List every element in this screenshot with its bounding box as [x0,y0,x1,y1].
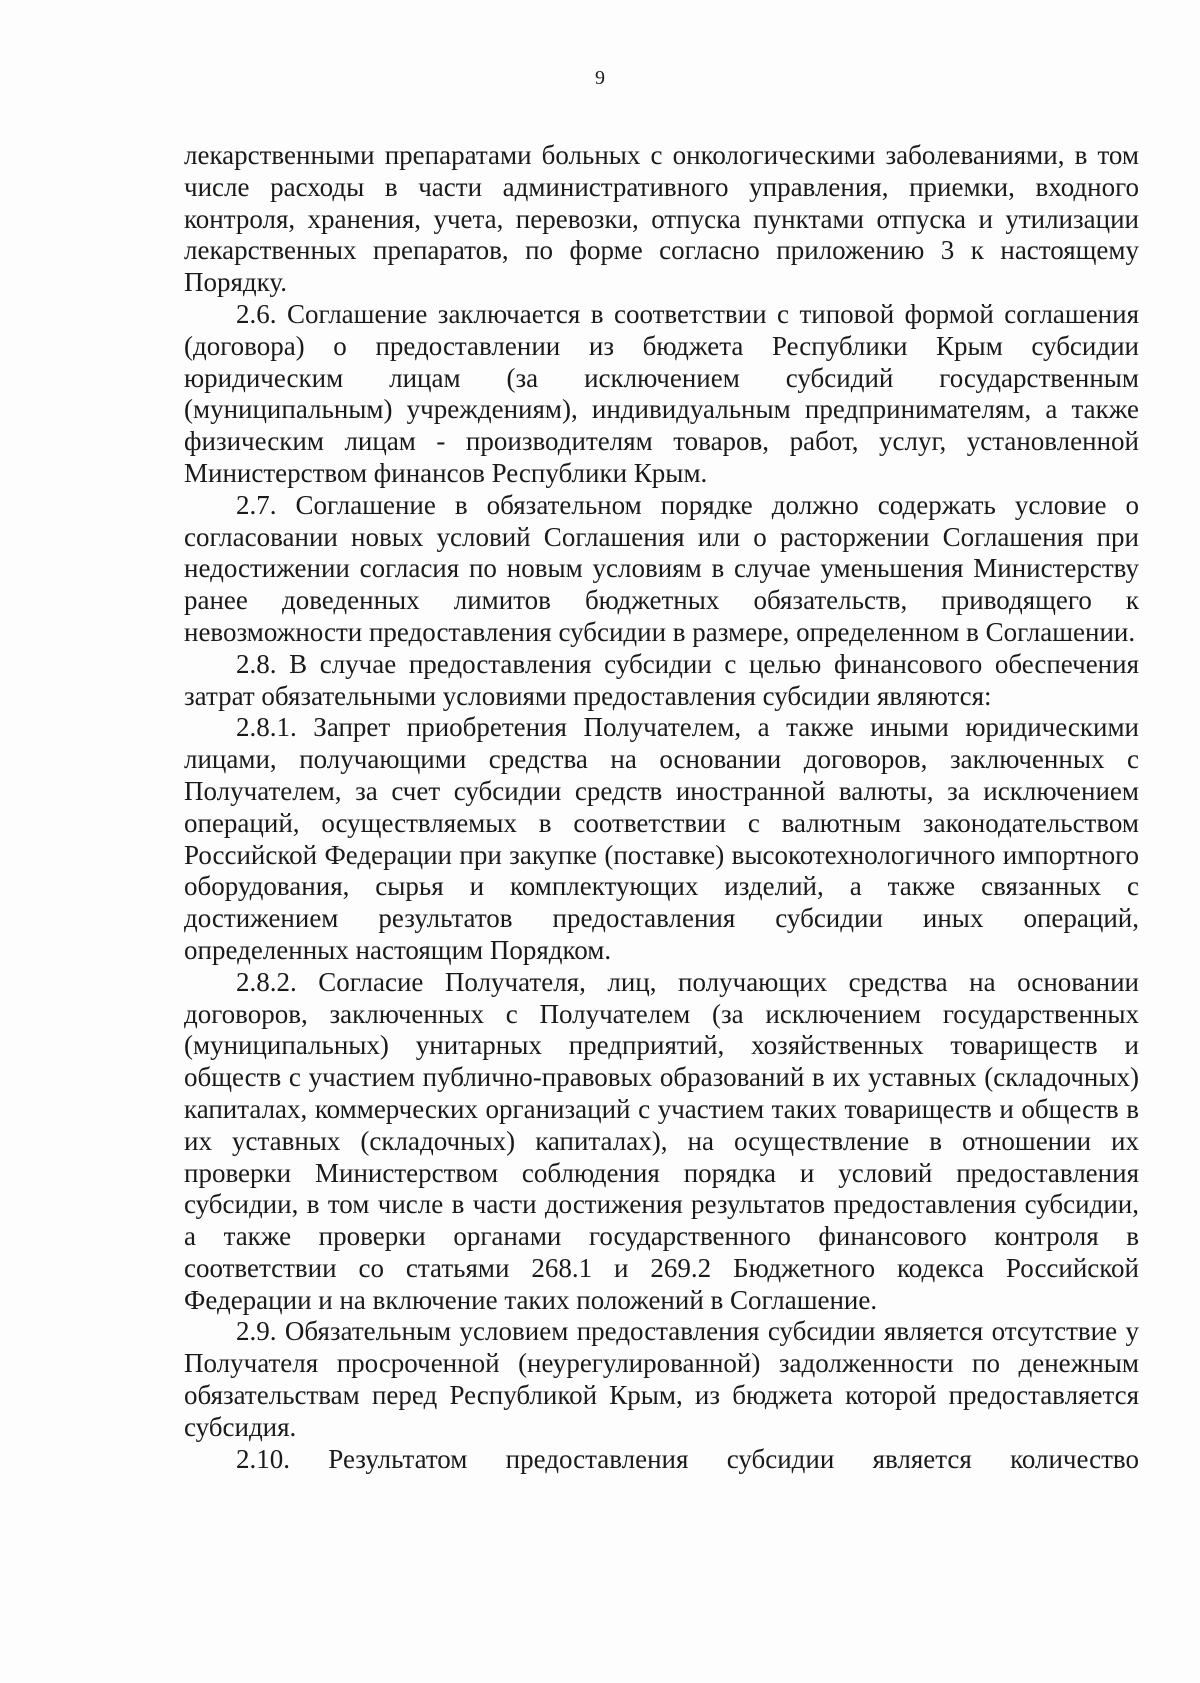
paragraph-2-6: 2.6. Соглашение заключается в соответствии с типовой формой соглашения (договора) о предоставлении из бюджета Республики Крым субсидии юридическим лицам (за исключением субсидий государственным (муниципальным) учреждениям), индивидуальным предпринимателям, а также физическим лицам - производителям товаров, работ, услуг, установленной Министерством финансов Республики Крым. [184,298,1139,488]
paragraph-2-7: 2.7. Соглашение в обязательном порядке должно содержать условие о согласовании новых условий Соглашения или о расторжении Соглашения при недостижении согласия по новым условиям в случае уменьшения Министерству ранее доведенных лимитов бюджетных обязательств, приводящего к невозможности предоставления субсидии в размере, определенном в Соглашении. [184,489,1139,647]
paragraph-2-8-2: 2.8.2. Согласие Получателя, лиц, получающих средства на основании договоров, заключенных с Получателем (за исключением государственных (муниципальных) унитарных предприятий, хозяйственных товариществ и обществ с участием публично-правовых образований в их уставных (складочных) капиталах, коммерческих организаций с участием таких товариществ и обществ в их уставных (складочных) капиталах), на осуществление в отношении их проверки Министерством соблюдения порядка и условий предоставления субсидии, в том числе в части достижения результатов предоставления субсидии, а также проверки органами государственного финансового контроля в соответствии со статьями 268.1 и 269.2 Бюджетного кодекса Российской Федерации и на включение таких положений в Соглашение. [184,966,1139,1315]
paragraph-continuation: лекарственными препаратами больных с онкологическими заболеваниями, в том числе расходы в части административного управления, приемки, входного контроля, хранения, учета, перевозки, отпуска пунктами отпуска и утилизации лекарственных препаратов, по форме согласно приложению 3 к настоящему Порядку. [184,140,1139,298]
paragraph-2-8: 2.8. В случае предоставления субсидии с целью финансового обеспечения затрат обязательными условиями предоставления субсидии являются: [184,648,1139,711]
paragraph-2-10: 2.10. Результатом предоставления субсидии является количество [236,1443,1139,1474]
paragraph-2-8-1: 2.8.1. Запрет приобретения Получателем, а также иными юридическими лицами, получающими средства на основании договоров, заключенных с Получателем, за счет субсидии средств иностранной валюты, за исключением операций, осуществляемых в соответствии с валютным законодательством Российской Федерации при закупке (поставке) высокотехнологичного импортного оборудования, сырья и комплектующих изделий, а также связанных с достижением результатов предоставления субсидии иных операций, определенных настоящим Порядком. [184,712,1139,965]
paragraph-2-9: 2.9. Обязательным условием предоставления субсидии является отсутствие у Получателя просроченной (неурегулированной) задолженности по денежным обязательствам перед Республикой Крым, из бюджета которой предоставляется субсидия. [184,1316,1139,1442]
page-number: 9 [595,67,605,89]
document-body [184,140,1139,1475]
